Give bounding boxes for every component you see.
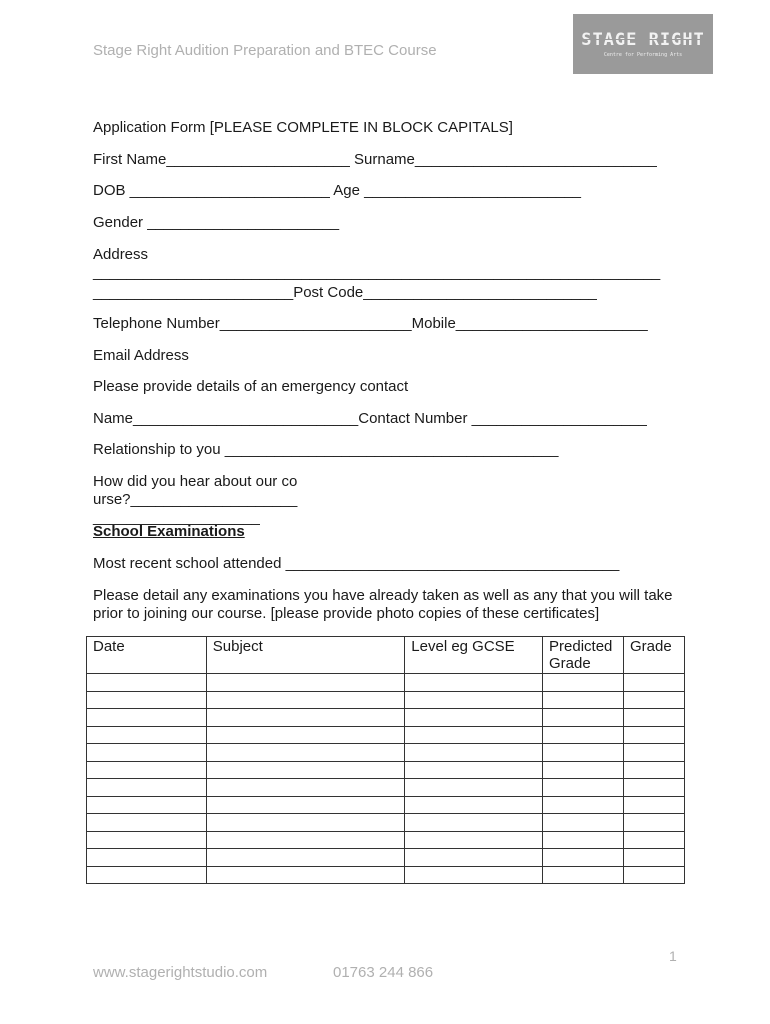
table-cell[interactable] xyxy=(87,691,207,709)
table-cell[interactable] xyxy=(405,726,543,744)
header-predicted-grade: Predicted Grade xyxy=(543,637,624,674)
postcode-line[interactable]: ________________________Post Code____________________________ xyxy=(93,284,597,301)
first-name-surname-line[interactable]: First Name______________________ Surname_____________________________ xyxy=(93,151,657,168)
header-date: Date xyxy=(87,637,207,674)
table-cell[interactable] xyxy=(624,796,685,814)
table-cell[interactable] xyxy=(624,674,685,692)
header-grade: Grade xyxy=(624,637,685,674)
logo-text: STAGE RIGHT xyxy=(581,29,705,50)
table-cell[interactable] xyxy=(206,744,405,762)
examinations-table xyxy=(86,636,685,884)
table-cell[interactable] xyxy=(206,814,405,832)
table-row xyxy=(87,761,685,779)
table-cell[interactable] xyxy=(405,866,543,884)
table-cell[interactable] xyxy=(87,866,207,884)
contact-name-number-line[interactable]: Name___________________________Contact Number _____________________ xyxy=(93,410,647,427)
table-row xyxy=(87,814,685,832)
table-cell[interactable] xyxy=(405,744,543,762)
table-cell[interactable] xyxy=(405,761,543,779)
table-cell[interactable] xyxy=(624,849,685,867)
table-cell[interactable] xyxy=(405,691,543,709)
table-row xyxy=(87,796,685,814)
table-cell[interactable] xyxy=(543,779,624,797)
footer-website: www.stagerightstudio.com xyxy=(93,964,268,981)
table-cell[interactable] xyxy=(543,674,624,692)
table-cell[interactable] xyxy=(87,849,207,867)
stage-right-logo xyxy=(573,14,713,74)
table-cell[interactable] xyxy=(206,779,405,797)
header-title: Stage Right Audition Preparation and BTEC Course xyxy=(93,42,437,59)
table-cell[interactable] xyxy=(206,866,405,884)
table-cell[interactable] xyxy=(87,761,207,779)
exam-instructions: Please detail any examinations you have already taken as well as any that you will take prior to joining our course. [please provide photo copies of these certificates] xyxy=(93,587,673,622)
table-cell[interactable] xyxy=(206,726,405,744)
table-cell[interactable] xyxy=(543,796,624,814)
hear-about-course-text: How did you hear about our course?________________________________________ xyxy=(93,473,298,526)
table-cell[interactable] xyxy=(543,726,624,744)
table-cell[interactable] xyxy=(624,726,685,744)
table-row xyxy=(87,691,685,709)
telephone-mobile-line[interactable]: Telephone Number_______________________Mobile_______________________ xyxy=(93,315,648,332)
form-heading: Application Form [PLEASE COMPLETE IN BLOCK CAPITALS] xyxy=(93,119,513,136)
table-cell[interactable] xyxy=(543,814,624,832)
table-row xyxy=(87,744,685,762)
table-cell[interactable] xyxy=(405,779,543,797)
table-row xyxy=(87,849,685,867)
table-cell[interactable] xyxy=(543,866,624,884)
table-row xyxy=(87,726,685,744)
address-label: Address xyxy=(93,246,149,263)
table-cell[interactable] xyxy=(206,849,405,867)
table-cell[interactable] xyxy=(87,674,207,692)
table-cell[interactable] xyxy=(206,674,405,692)
gender-line[interactable]: Gender _______________________ xyxy=(93,214,340,231)
table-cell[interactable] xyxy=(624,744,685,762)
page-number: 1 xyxy=(669,948,677,964)
table-cell[interactable] xyxy=(87,779,207,797)
header-subject: Subject xyxy=(206,637,405,674)
table-cell[interactable] xyxy=(624,691,685,709)
table-cell[interactable] xyxy=(206,831,405,849)
table-cell[interactable] xyxy=(405,814,543,832)
dob-age-line[interactable]: DOB ________________________ Age __________________________ xyxy=(93,182,581,199)
address-blank-line[interactable]: ____________________________________________________________________ xyxy=(93,264,661,281)
table-cell[interactable] xyxy=(405,674,543,692)
table-cell[interactable] xyxy=(543,709,624,727)
table-cell[interactable] xyxy=(543,691,624,709)
table-cell[interactable] xyxy=(405,849,543,867)
table-row xyxy=(87,709,685,727)
table-cell[interactable] xyxy=(624,831,685,849)
table-cell[interactable] xyxy=(624,709,685,727)
table-cell[interactable] xyxy=(87,831,207,849)
table-cell[interactable] xyxy=(543,761,624,779)
table-cell[interactable] xyxy=(405,709,543,727)
table-row xyxy=(87,866,685,884)
table-cell[interactable] xyxy=(543,744,624,762)
table-cell[interactable] xyxy=(405,796,543,814)
table-cell[interactable] xyxy=(624,866,685,884)
table-cell[interactable] xyxy=(87,709,207,727)
table-cell[interactable] xyxy=(624,814,685,832)
table-cell[interactable] xyxy=(206,709,405,727)
table-cell[interactable] xyxy=(206,761,405,779)
table-row xyxy=(87,674,685,692)
header-level: Level eg GCSE xyxy=(405,637,543,674)
table-cell[interactable] xyxy=(624,779,685,797)
logo-subtitle: Centre for Performing Arts xyxy=(603,51,683,58)
table-cell[interactable] xyxy=(206,691,405,709)
table-cell[interactable] xyxy=(87,744,207,762)
school-examinations-heading: School Examinations xyxy=(93,523,245,540)
table-row xyxy=(87,831,685,849)
email-address-line[interactable]: Email Address xyxy=(93,347,189,364)
table-cell[interactable] xyxy=(543,831,624,849)
table-cell[interactable] xyxy=(405,831,543,849)
table-cell[interactable] xyxy=(87,796,207,814)
table-row xyxy=(87,779,685,797)
table-cell[interactable] xyxy=(624,761,685,779)
table-cell[interactable] xyxy=(543,849,624,867)
table-cell[interactable] xyxy=(87,726,207,744)
table-cell[interactable] xyxy=(87,814,207,832)
table-header-row xyxy=(87,637,685,674)
recent-school-line[interactable]: Most recent school attended ________________________________________ xyxy=(93,555,620,572)
relationship-line[interactable]: Relationship to you ________________________________________ xyxy=(93,441,559,458)
footer-phone: 01763 244 866 xyxy=(333,964,434,981)
hear-about-course-line[interactable] xyxy=(93,473,493,527)
table-cell[interactable] xyxy=(206,796,405,814)
emergency-contact-label: Please provide details of an emergency contact xyxy=(93,378,409,395)
